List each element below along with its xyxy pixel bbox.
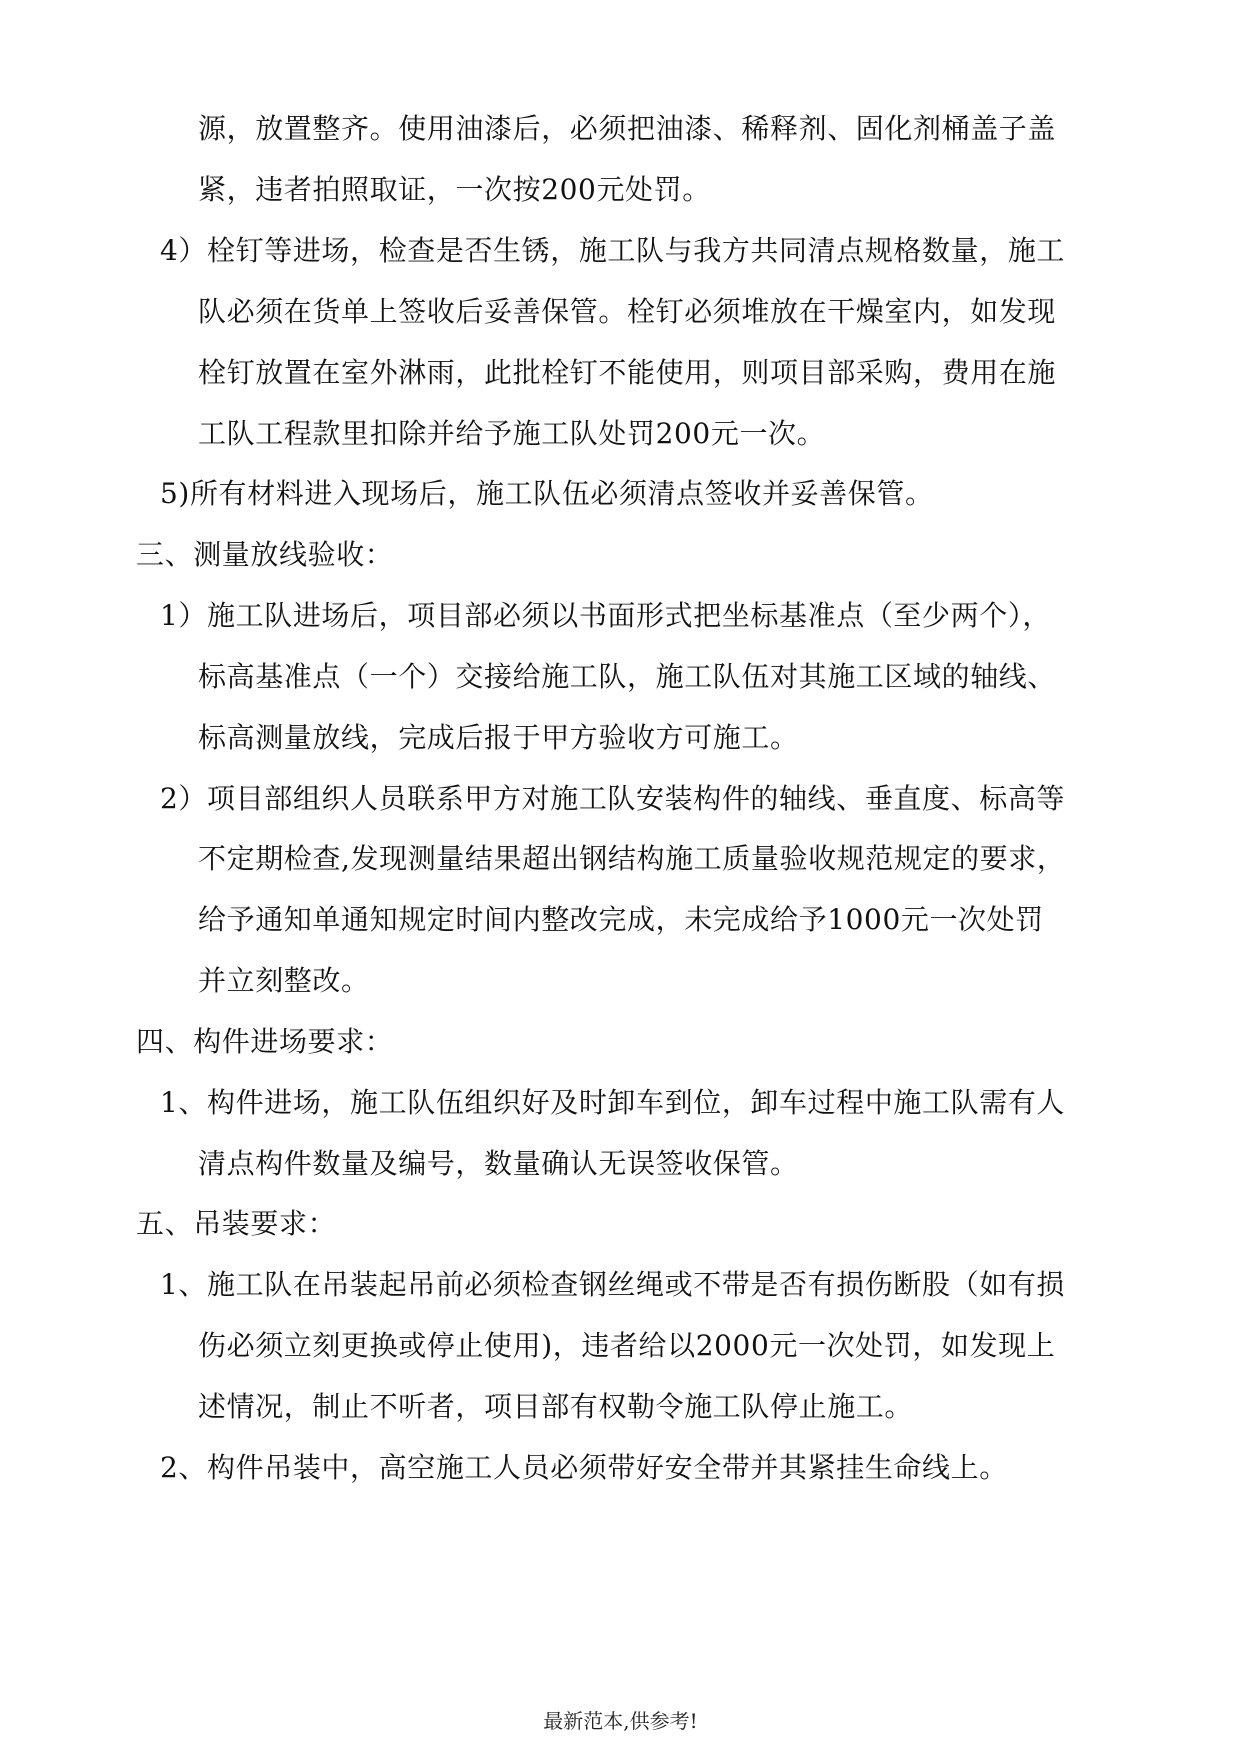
body-text-line: 标高基准点（一个）交接给施工队，施工队伍对其施工区域的轴线、: [198, 660, 1057, 693]
list-item-line: 2）项目部组织人员联系甲方对施工队安装构件的轴线、垂直度、标高等: [160, 782, 1066, 815]
body-text-line: 清点构件数量及编号，数量确认无误签收保管。: [198, 1147, 799, 1180]
body-text-line: 不定期检查,发现测量结果超出钢结构施工质量验收规范规定的要求，: [198, 842, 1066, 875]
body-text-line: 紧，违者拍照取证，一次按200元处罚。: [198, 173, 711, 206]
list-item-line: 1、施工队在吊装起吊前必须检查钢丝绳或不带是否有损伤断股（如有损: [160, 1268, 1066, 1301]
list-item-line: 5)所有材料进入现场后，施工队伍必须清点签收并妥善保管。: [160, 477, 934, 510]
section-heading: 三、测量放线验收：: [136, 538, 394, 571]
list-item-line: 4）栓钉等进场，检查是否生锈，施工队与我方共同清点规格数量，施工: [160, 234, 1066, 267]
section-heading: 五、吊装要求：: [136, 1207, 337, 1240]
body-text-line: 伤必须立刻更换或停止使用)，违者给以2000元一次处罚，如发现上: [198, 1329, 1056, 1362]
section-heading: 四、构件进场要求：: [136, 1025, 394, 1058]
list-item-line: 2、构件吊装中，高空施工人员必须带好安全带并其紧挂生命线上。: [160, 1451, 1008, 1484]
body-text-line: 标高测量放线，完成后报于甲方验收方可施工。: [198, 721, 799, 754]
body-text-line: 给予通知单通知规定时间内整改完成，未完成给予1000元一次处罚: [198, 903, 1044, 936]
body-text-line: 工队工程款里扣除并给予施工队处罚200元一次。: [198, 417, 826, 450]
body-text-line: 述情况，制止不听者，项目部有权勒令施工队停止施工。: [198, 1390, 914, 1423]
body-text-line: 并立刻整改。: [198, 964, 370, 997]
list-item-line: 1）施工队进场后，项目部必须以书面形式把坐标基准点（至少两个），: [160, 599, 1052, 632]
body-text-line: 队必须在货单上签收后妥善保管。栓钉必须堆放在干燥室内，如发现: [198, 295, 1057, 328]
body-text-line: 栓钉放置在室外淋雨，此批栓钉不能使用，则项目部采购，费用在施: [198, 356, 1057, 389]
page-footer: 最新范本,供参考!: [543, 1709, 698, 1733]
list-item-line: 1、构件进场，施工队伍组织好及时卸车到位，卸车过程中施工队需有人: [160, 1086, 1066, 1119]
body-text-line: 源，放置整齐。使用油漆后，必须把油漆、稀释剂、固化剂桶盖子盖: [198, 112, 1057, 145]
